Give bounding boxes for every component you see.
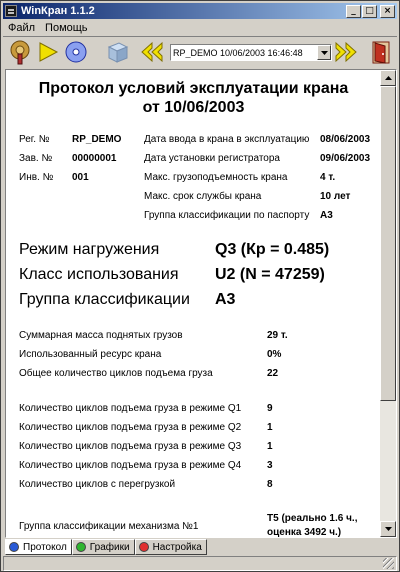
- overload-cycles-label: Количество циклов с перегрузкой: [19, 479, 176, 490]
- scroll-thumb[interactable]: [380, 86, 396, 401]
- recorder-date-label: Дата установки регистратора: [144, 153, 280, 164]
- red-dot-icon: [139, 542, 149, 552]
- q2-cycles-label: Количество циклов подъема груза в режиме Q2: [19, 422, 242, 433]
- view-tabs: [5, 539, 207, 555]
- commission-date-label: Дата ввода в крана в эксплуатацию: [144, 134, 310, 145]
- inv-value: 001: [72, 172, 89, 183]
- disk-icon[interactable]: [63, 39, 89, 65]
- app-icon: [5, 5, 17, 17]
- mechanism-group-value-2: оценка 3492 ч.): [267, 527, 342, 538]
- service-life-label: Макс. срок службы крана: [144, 191, 262, 202]
- resource-value: 0%: [267, 349, 282, 360]
- service-life-value: 10 лет: [320, 191, 351, 202]
- window-title: WinКран 1.1.2: [21, 5, 95, 17]
- menu-help[interactable]: Помощь: [45, 21, 88, 34]
- resize-grip-icon[interactable]: [383, 558, 394, 569]
- load-mode-value: Q3 (Кр = 0.485): [215, 241, 330, 258]
- q3-cycles-value: 1: [267, 441, 273, 452]
- mechanism-group-value-1: Т5 (реально 1.6 ч.,: [267, 513, 358, 524]
- total-mass-value: 29 т.: [267, 330, 288, 341]
- load-mode-label: Режим нагружения: [19, 241, 160, 258]
- total-mass-label: Суммарная масса поднятых грузов: [19, 330, 183, 341]
- protocol-view[interactable]: [5, 69, 397, 538]
- capacity-label: Макс. грузоподъемность крана: [144, 172, 288, 183]
- passport-group-label: Группа классификации по паспорту: [144, 210, 310, 221]
- chevron-down-icon[interactable]: [317, 45, 331, 60]
- q1-cycles-value: 9: [267, 403, 273, 414]
- resource-label: Использованный ресурс крана: [19, 349, 162, 360]
- tab-settings-label: Настройка: [152, 541, 202, 553]
- tab-charts[interactable]: [72, 539, 135, 555]
- passport-group-value: А3: [320, 210, 333, 221]
- reg-value: RP_DEMO: [72, 134, 122, 145]
- group-label: Группа классификации: [19, 291, 190, 308]
- settings-icon[interactable]: [7, 39, 33, 65]
- title-line-1: Протокол условий эксплуатации крана: [38, 80, 349, 97]
- next-icon[interactable]: [333, 39, 359, 65]
- mechanism-group-label: Группа классификации механизма №1: [19, 521, 199, 532]
- green-dot-icon: [76, 542, 86, 552]
- scroll-down-button[interactable]: [380, 521, 396, 537]
- tab-protocol[interactable]: [5, 539, 72, 555]
- page-title: [6, 79, 381, 117]
- zav-label: Зав. №: [19, 153, 53, 164]
- total-cycles-label: Общее количество циклов подъема груза: [19, 368, 213, 379]
- group-value: А3: [215, 291, 236, 308]
- scroll-up-button[interactable]: [380, 70, 396, 86]
- vertical-scrollbar[interactable]: [380, 70, 396, 537]
- status-bar: [3, 556, 397, 571]
- reg-label: Рег. №: [19, 134, 50, 145]
- previous-icon[interactable]: [139, 39, 165, 65]
- q4-cycles-value: 3: [267, 460, 273, 471]
- menu-file[interactable]: Файл: [8, 21, 36, 34]
- open-arrow-icon[interactable]: [35, 39, 61, 65]
- total-cycles-value: 22: [267, 368, 279, 379]
- zav-value: 00000001: [72, 153, 117, 164]
- exit-door-icon[interactable]: [369, 39, 395, 65]
- close-button[interactable]: ×: [380, 5, 395, 18]
- q4-cycles-label: Количество циклов подъема груза в режиме Q4: [19, 460, 242, 471]
- protocol-select[interactable]: [170, 44, 332, 61]
- blue-dot-icon: [9, 542, 19, 552]
- title-bar[interactable]: [3, 3, 397, 19]
- commission-date-value: 08/06/2003: [320, 134, 371, 145]
- tab-charts-label: Графики: [89, 541, 130, 553]
- q1-cycles-label: Количество циклов подъема груза в режиме Q1: [19, 403, 242, 414]
- capacity-value: 4 т.: [320, 172, 336, 183]
- protocol-document: [6, 70, 381, 537]
- use-class-value: U2 (N = 47259): [215, 266, 325, 283]
- tab-protocol-label: Протокол: [23, 541, 67, 553]
- menu-bar: [3, 20, 397, 35]
- title-line-2: от 10/06/2003: [142, 99, 245, 116]
- recorder-date-value: 09/06/2003: [320, 153, 371, 164]
- maximize-button[interactable]: □: [362, 5, 377, 18]
- tab-settings[interactable]: [135, 539, 207, 555]
- minimize-button[interactable]: _: [346, 5, 361, 18]
- box-icon[interactable]: [105, 39, 131, 65]
- overload-cycles-value: 8: [267, 479, 273, 490]
- toolbar: [3, 36, 397, 68]
- inv-label: Инв. №: [19, 172, 54, 183]
- q2-cycles-value: 1: [267, 422, 273, 433]
- use-class-label: Класс использования: [19, 266, 179, 283]
- q3-cycles-label: Количество циклов подъема груза в режиме Q3: [19, 441, 242, 452]
- protocol-select-value: RP_DEMO 10/06/2003 16:46:48: [173, 47, 303, 58]
